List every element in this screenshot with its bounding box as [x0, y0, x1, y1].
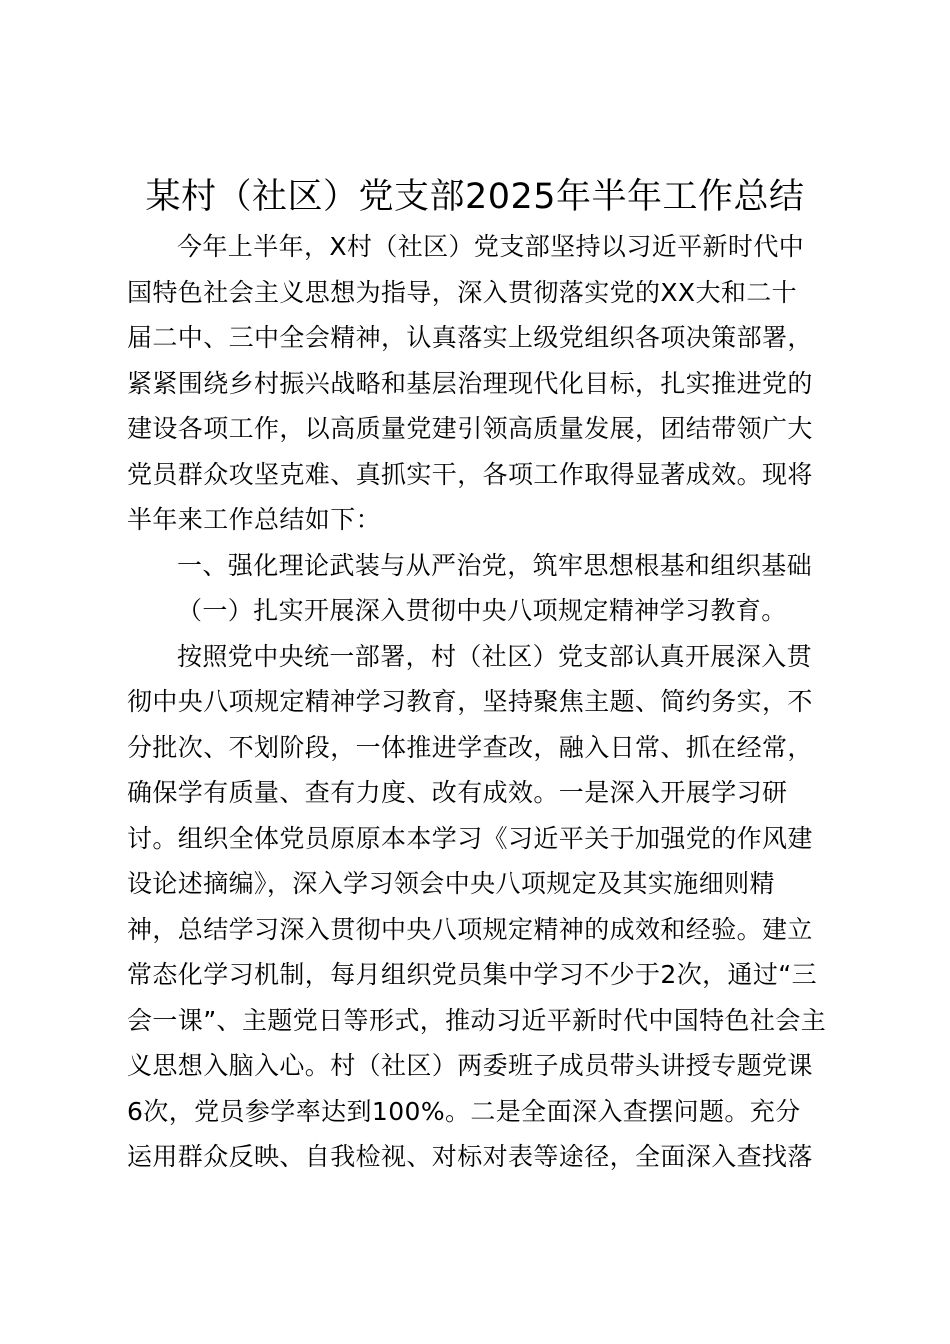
paragraph-line: 今年上半年，X村（社区）党支部坚持以习近平新时代中 — [177, 232, 805, 261]
paragraph-line: 紧紧围绕乡村振兴战略和基层治理现代化目标，扎实推进党的 — [127, 368, 813, 398]
paragraph-line: 分批次、不划阶段，一体推进学查改，融入日常、抓在经常， — [127, 732, 813, 762]
paragraph-line: 半年来工作总结如下： — [127, 505, 382, 534]
paragraph-line: 彻中央八项规定精神学习教育，坚持聚焦主题、简约务实，不 — [127, 687, 813, 716]
paragraph-line: 建设各项工作，以高质量党建引领高质量发展，团结带领广大 — [127, 414, 813, 443]
document-body — [127, 224, 827, 1180]
paragraph-line: 设论述摘编》，深入学习领会中央八项规定及其实施细则精 — [127, 869, 775, 898]
paragraph-line: 义思想入脑入心。村（社区）两委班子成员带头讲授专题党课 — [127, 1051, 813, 1080]
paragraph-line: 讨。组织全体党员原原本本学习《习近平关于加强党的作风建 — [127, 823, 813, 853]
paragraph-line: 常态化学习机制，每月组织党员集中学习不少于2次，通过“三 — [127, 960, 818, 989]
paragraph-line: 国特色社会主义思想为指导，深入贯彻落实党的XX大和二十 — [127, 277, 798, 307]
paragraph-line: 党员群众攻坚克难、真抓实干，各项工作取得显著成效。现将 — [127, 459, 813, 489]
paragraph-line: 确保学有质量、查有力度、改有成效。一是深入开展学习研 — [127, 778, 788, 807]
document-title: 某村（社区）党支部2025年半年工作总结 — [145, 177, 805, 217]
paragraph-line: 届二中、三中全会精神，认真落实上级党组织各项决策部署， — [127, 323, 813, 352]
paragraph-line: 6次，党员参学率达到100%。二是全面深入查摆问题。充分 — [127, 1096, 801, 1126]
paragraph-line: 按照党中央统一部署，村（社区）党支部认真开展深入贯 — [177, 641, 813, 671]
paragraph-line: 运用群众反映、自我检视、对标对表等途径，全面深入查找落 — [127, 1142, 813, 1171]
section-heading: 一、强化理论武装与从严治党，筑牢思想根基和组织基础 — [177, 550, 813, 580]
paragraph-line: 会一课”、主题党日等形式，推动习近平新时代中国特色社会主 — [127, 1005, 827, 1035]
subsection-heading: （一）扎实开展深入贯彻中央八项规定精神学习教育。 — [177, 596, 787, 625]
paragraph-line: 神，总结学习深入贯彻中央八项规定精神的成效和经验。建立 — [127, 914, 813, 944]
